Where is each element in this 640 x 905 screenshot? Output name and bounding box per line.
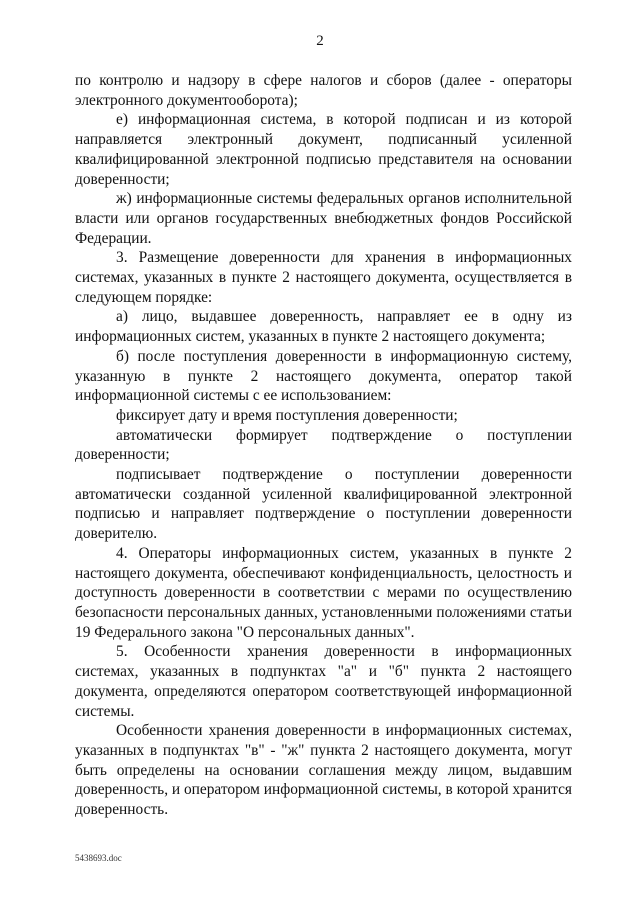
paragraph-section-5: 5. Особенности хранения доверенности в информационных системах, указанных в подпунктах "а" и "б" пункта 2 настоящего документа, определяются оператором соответствующей информационной системы. — [75, 643, 572, 720]
paragraph-signs-confirmation: подписывает подтверждение о поступлении доверенности автоматически созданной усиленной квалифицированной электронной подписью и направляет подтверждение о поступлении доверенности доверителю. — [75, 466, 572, 543]
paragraph-section-4: 4. Операторы информационных систем, указанных в пункте 2 настоящего документа, обеспечивают конфиденциальность, целостность и доступность доверенности в соответствии с мерами по осуществлению безопасности персональных данных, установленными положениями статьи 19 Федерального закона "О персональных данных". — [75, 544, 572, 641]
paragraph-records-date: фиксирует дату и время поступления доверенности; — [116, 406, 458, 424]
document-body — [75, 71, 572, 820]
paragraph-item-a: а) лицо, выдавшее доверенность, направляет ее в одну из информационных систем, указанных в пункте 2 настоящего документа; — [75, 308, 572, 346]
footer-document-code: 5438693.doc — [75, 853, 122, 863]
paragraph-item-zh: ж) информационные системы федеральных органов исполнительной власти или органов государственных внебюджетных фондов Российской Федерации. — [75, 190, 572, 247]
paragraph-continuation: по контролю и надзору в сфере налогов и сборов (далее - операторы электронного документооборота); — [75, 72, 572, 109]
paragraph-forms-confirmation: автоматически формирует подтверждение о поступлении доверенности; — [75, 426, 572, 464]
paragraph-item-b: б) после поступления доверенности в информационную систему, указанную в пункте 2 настоящего документа, оператор такой информационной системы с ее использованием: — [75, 347, 572, 405]
page-number: 2 — [316, 33, 324, 49]
paragraph-section-3: 3. Размещение доверенности для хранения в информационных системах, указанных в пункте 2 настоящего документа, осуществляется в следующем порядке: — [75, 249, 572, 306]
paragraph-item-e: е) информационная система, в которой подписан и из которой направляется электронный документ, подписанный усиленной квалифицированной электронной подписью представителя на основании доверенности; — [75, 111, 572, 188]
paragraph-storage-specifics: Особенности хранения доверенности в информационных системах, указанных в подпунктах "в" - "ж" пункта 2 настоящего документа, могут быть определены на основании соглашения между лицом, выдавшим доверенность, и оператором информационной системы, в которой хранится доверенность. — [75, 722, 572, 819]
